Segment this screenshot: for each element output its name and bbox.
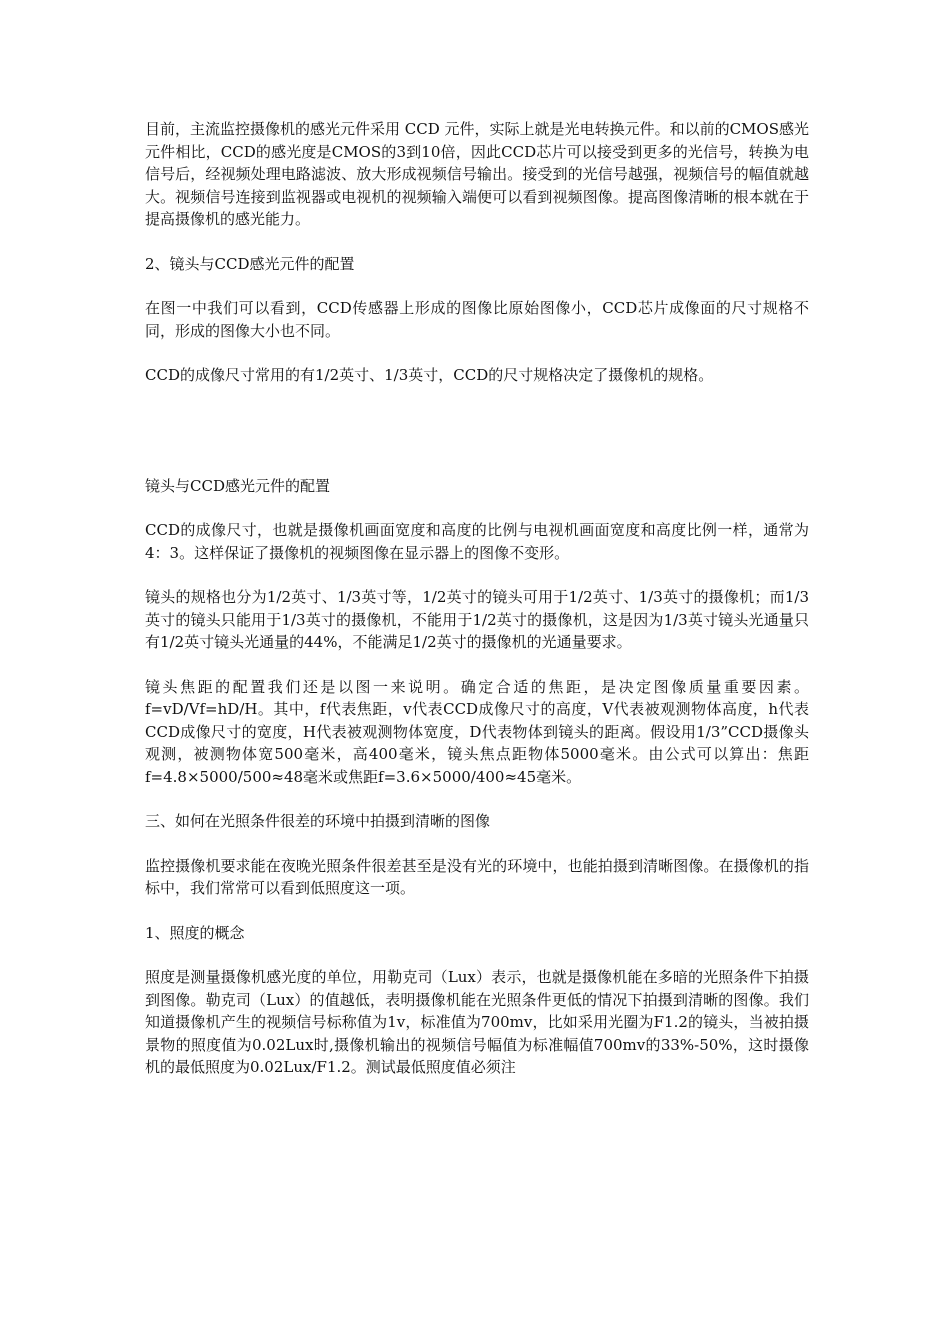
paragraph-aspect-ratio: CCD的成像尺寸，也就是摄像机画面宽度和高度的比例与电视机画面宽度和高度比例一样，通常为4：3。这样保证了摄像机的视频图像在显示器上的图像不变形。: [145, 521, 809, 562]
paragraph-ccd-sizes: CCD的成像尺寸常用的有1/2英寸、1/3英寸，CCD的尺寸规格决定了摄像机的规格。: [145, 366, 714, 384]
paragraph-illuminance: 照度是测量摄像机感光度的单位，用勒克司（Lux）表示，也就是摄像机能在多暗的光照条件下拍摄到图像。勒克司（Lux）的值越低，表明摄像机能在光照条件更低的情况下拍摄到清晰的图像。我们知道摄像机产生的视频信号标称值为1v，标准值为700mv，比如采用光圈为F1.2的镜头，当被拍摄景物的照度值为0.02Lux时,摄像机输出的视频信号幅值为标准幅值700mv的33%-50%，这时摄像机的最低照度为0.02Lux/F1.2。测试最低照度值必须注: [145, 968, 809, 1076]
heading-lens-ccd-config: 2、镜头与CCD感光元件的配置: [145, 254, 355, 273]
document-page: [145, 118, 809, 1101]
paragraph-figure-one: 在图一中我们可以看到，CCD传感器上形成的图像比原始图像小，CCD芯片成像面的尺寸规格不同，形成的图像大小也不同。: [145, 299, 809, 340]
paragraph-ccd-intro: 目前，主流监控摄像机的感光元件采用 CCD 元件，实际上就是光电转换元件。和以前的CMOS感光元件相比，CCD的感光度是CMOS的3到10倍，因此CCD芯片可以接受到更多的光信号，转换为电信号后，经视频处理电路滤波、放大形成视频信号输出。接受到的光信号越强，视频信号的幅值就越大。视频信号连接到监视器或电视机的视频输入端便可以看到视频图像。提高图像清晰的根本就在于提高摄像机的感光能力。: [145, 120, 809, 228]
heading-low-light: 三、如何在光照条件很差的环境中拍摄到清晰的图像: [145, 812, 491, 830]
paragraph-lens-spec: 镜头的规格也分为1/2英寸、1/3英寸等，1/2英寸的镜头可用于1/2英寸、1/3英寸的摄像机；而1/3英寸的镜头只能用于1/3英寸的摄像机，不能用于1/2英寸的摄像机，这是因为1/3英寸镜头光通量只有1/2英寸镜头光通量的44%，不能满足1/2英寸的摄像机的光通量要求。: [145, 588, 809, 651]
heading-illuminance-concept: 1、照度的概念: [145, 923, 245, 942]
paragraph-low-light-intro: 监控摄像机要求能在夜晚光照条件很差甚至是没有光的环境中，也能拍摄到清晰图像。在摄像机的指标中，我们常常可以看到低照度这一项。: [145, 856, 809, 897]
figure-caption-lens-ccd: 镜头与CCD感光元件的配置: [145, 476, 330, 495]
paragraph-focal-length: 镜头焦距的配置我们还是以图一来说明。确定合适的焦距，是决定图像质量重要因素。f=vD/Vf=hD/H。其中，f代表焦距，v代表CCD成像尺寸的高度，V代表被观测物体高度，h代表CCD成像尺寸的宽度，H代表被观测物体宽度，D代表物体到镜头的距离。假设用1/3”CCD摄像头观测，被测物体宽500毫米，高400毫米，镜头焦点距物体5000毫米。由公式可以算出：焦距f=4.8×5000/500≈48毫米或焦距f=3.6×5000/400≈45毫米。: [145, 677, 809, 786]
